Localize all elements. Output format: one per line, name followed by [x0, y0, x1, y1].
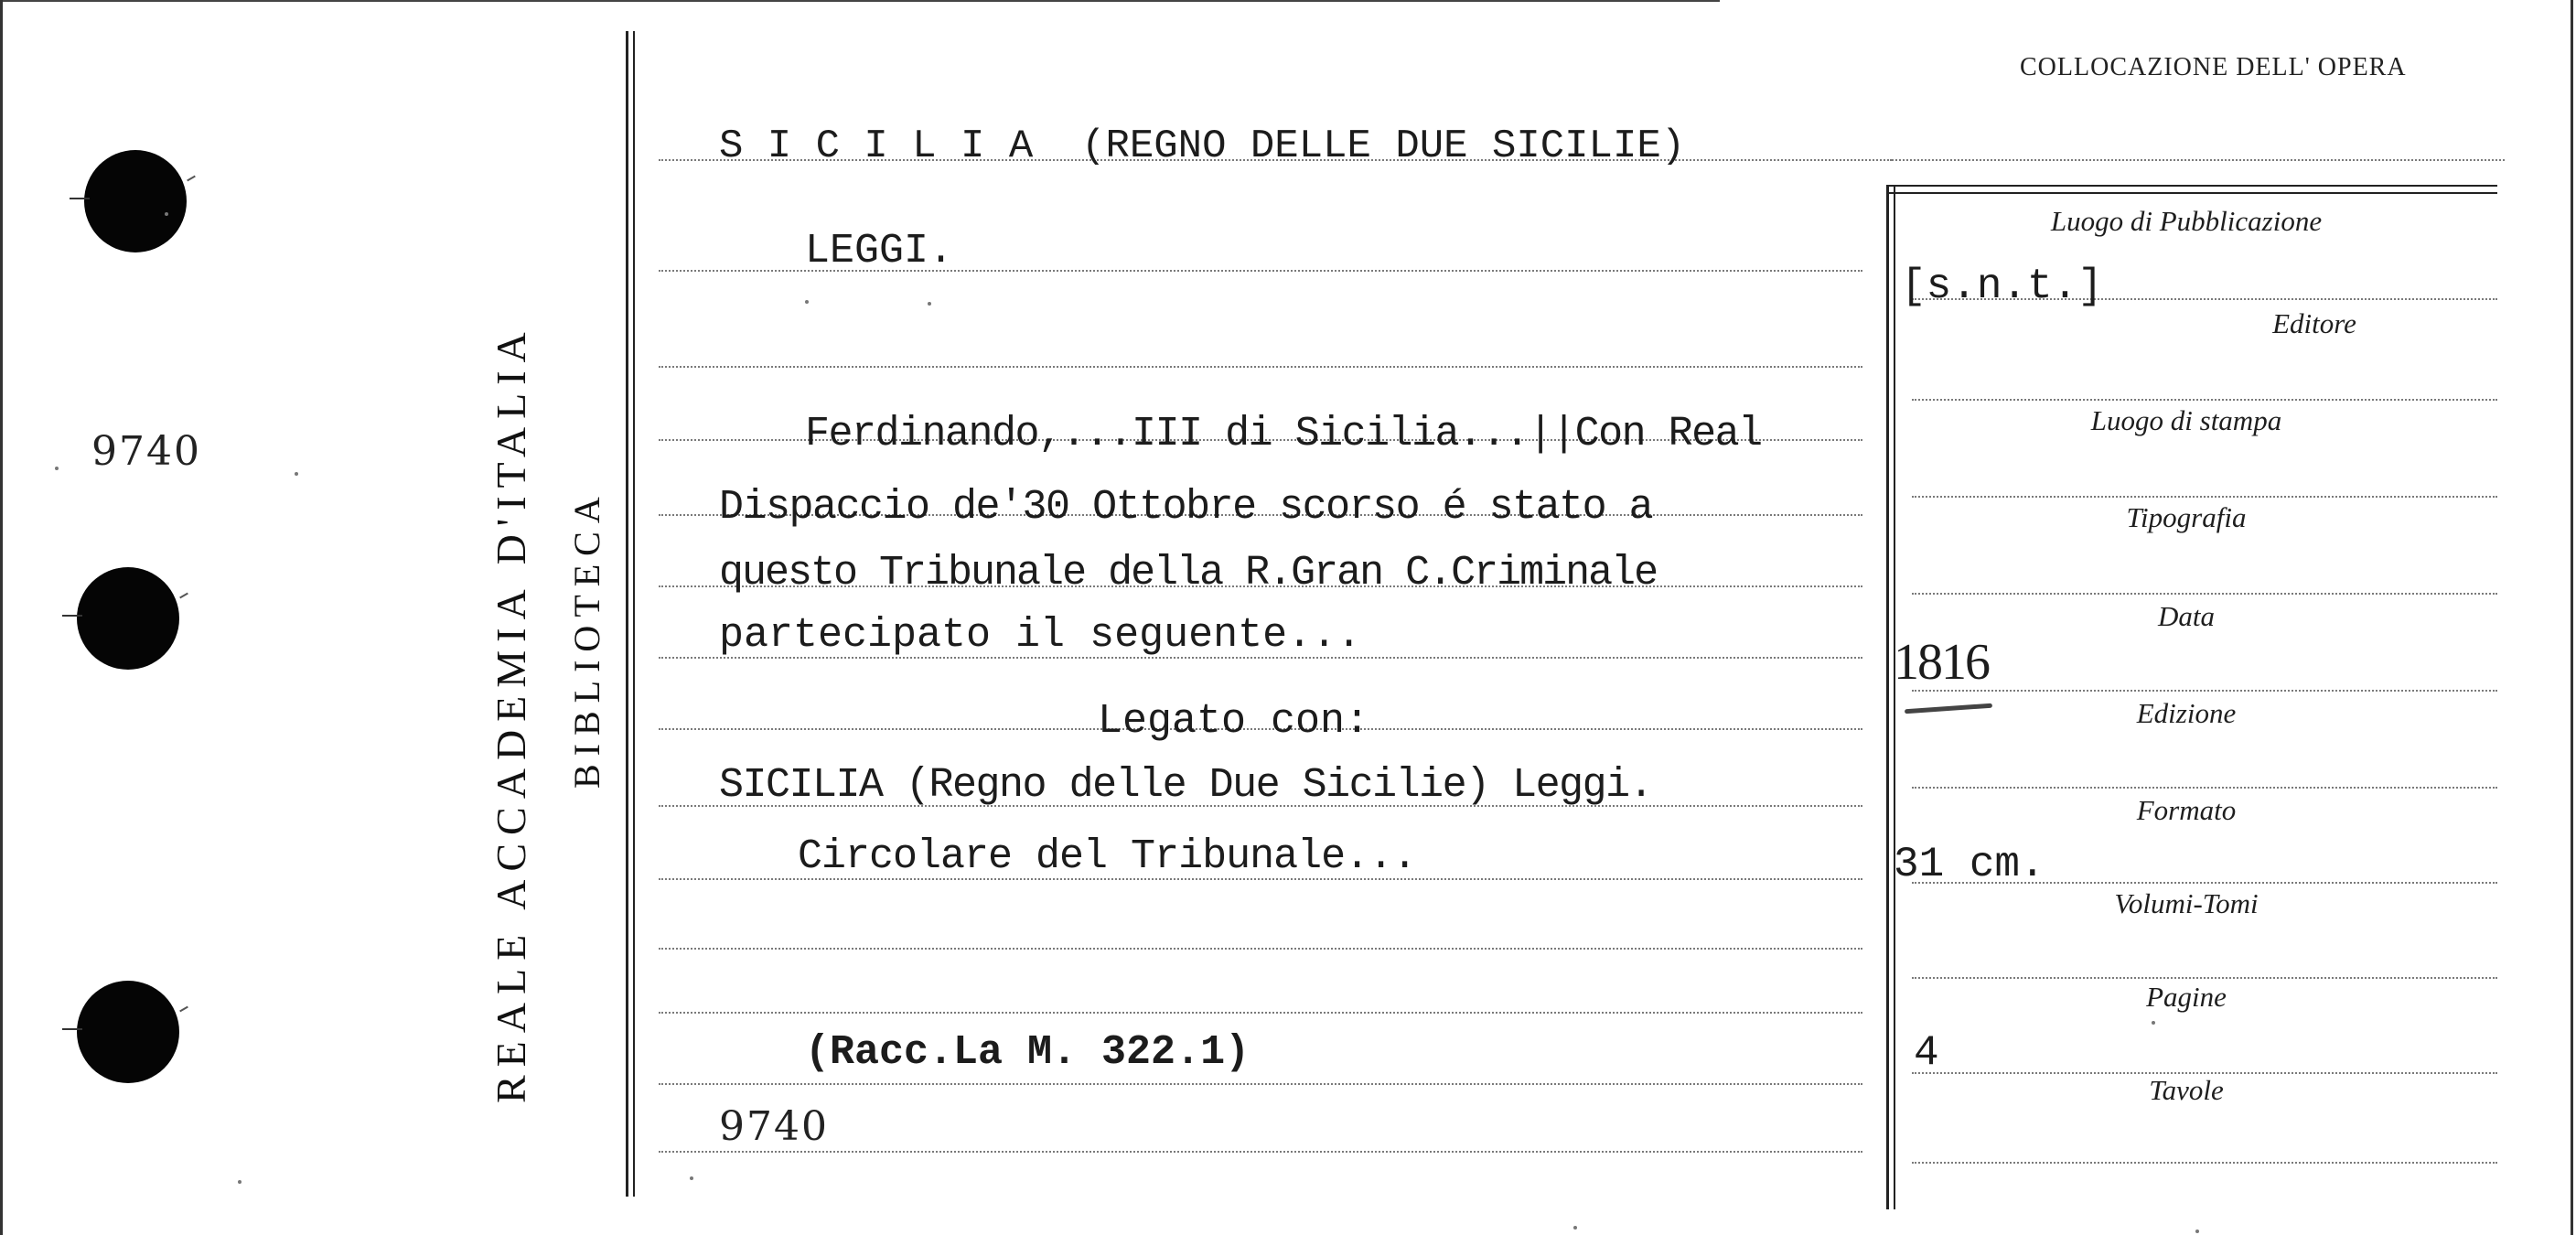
label-pagine: Pagine	[2146, 981, 2227, 1013]
bound-with-line: Circolare del Tribunale...	[798, 833, 1417, 880]
institution-name: REALE ACCADEMIA D'ITALIA	[488, 324, 534, 1103]
field-line	[1912, 977, 2497, 979]
paper-speck	[928, 302, 931, 306]
field-line	[1912, 496, 2497, 498]
paper-speck	[805, 300, 809, 304]
entry-line	[659, 948, 1862, 950]
value-luogo-pubblicazione: [s.n.t.]	[1901, 263, 2103, 310]
panel-top-rule-2	[1886, 192, 2497, 194]
punch-hole-middle	[77, 567, 179, 670]
paper-speck	[55, 467, 59, 470]
card-top-border	[0, 0, 1720, 2]
paper-speck	[2195, 1230, 2199, 1233]
value-data: 1816	[1894, 634, 1989, 691]
paper-speck	[165, 212, 168, 216]
entry-line	[659, 1151, 1862, 1153]
paper-speck	[690, 1176, 693, 1180]
field-line	[1912, 1162, 2497, 1164]
value-pagine: 4	[1914, 1029, 1939, 1077]
entry-heading: S I C I L I A (REGNO DELLE DUE SICILIE)	[719, 124, 1686, 169]
label-tavole: Tavole	[2149, 1074, 2224, 1106]
panel-top-rule-1	[1886, 185, 2497, 187]
collocazione-header: COLLOCAZIONE DELL' OPERA	[2020, 53, 2407, 81]
label-data: Data	[2158, 600, 2215, 632]
collection-note: (Racc.La M. 322.1)	[805, 1029, 1250, 1076]
entry-body-line: partecipato il seguente...	[719, 612, 1362, 659]
card-left-border	[0, 0, 3, 1235]
entry-subheading: LEGGI.	[805, 228, 954, 274]
punch-hole-bottom	[77, 981, 179, 1083]
entry-line	[659, 366, 1862, 368]
paper-speck	[1573, 1226, 1577, 1230]
label-editore: Editore	[2272, 307, 2356, 339]
bound-with-line: SICILIA (Regno delle Due Sicilie) Leggi.	[719, 762, 1653, 809]
card-right-border	[2571, 0, 2573, 1235]
label-tipografia: Tipografia	[2126, 501, 2247, 533]
entry-body-line: Dispaccio de'30 Ottobre scorso é stato a	[719, 484, 1653, 531]
paper-speck	[2152, 1021, 2155, 1025]
field-line	[1912, 690, 2497, 692]
entry-line	[659, 1083, 1862, 1085]
punch-hole-top	[84, 150, 187, 252]
field-line	[1912, 593, 2497, 595]
entry-line	[1892, 159, 2505, 161]
panel-rule-2	[1894, 185, 1895, 1209]
panel-rule-1	[1886, 185, 1889, 1209]
label-volumi-tomi: Volumi-Tomi	[2114, 887, 2259, 919]
label-luogo-stampa: Luogo di stampa	[2090, 404, 2282, 436]
value-formato: 31 cm.	[1894, 841, 2045, 888]
entry-body-line: questo Tribunale della R.Gran C.Criminale	[719, 550, 1658, 596]
paper-speck	[238, 1180, 242, 1184]
entry-body-line: Ferdinando,...III di Sicilia...||Con Real	[805, 411, 1762, 457]
main-rule-1	[626, 31, 628, 1197]
field-line	[1912, 399, 2497, 401]
entry-catalog-number: 9740	[719, 1103, 829, 1150]
library-name: BIBLIOTECA	[566, 489, 607, 789]
label-luogo-pubblicazione: Luogo di Pubblicazione	[2050, 205, 2323, 237]
label-formato: Formato	[2136, 794, 2237, 826]
main-rule-2	[633, 31, 635, 1197]
field-line	[1912, 787, 2497, 789]
paper-speck	[295, 472, 298, 476]
entry-line	[659, 1012, 1862, 1014]
side-catalog-number: 9740	[91, 428, 201, 475]
label-edizione: Edizione	[2136, 697, 2237, 729]
bound-with-label: Legato con:	[1098, 698, 1370, 745]
